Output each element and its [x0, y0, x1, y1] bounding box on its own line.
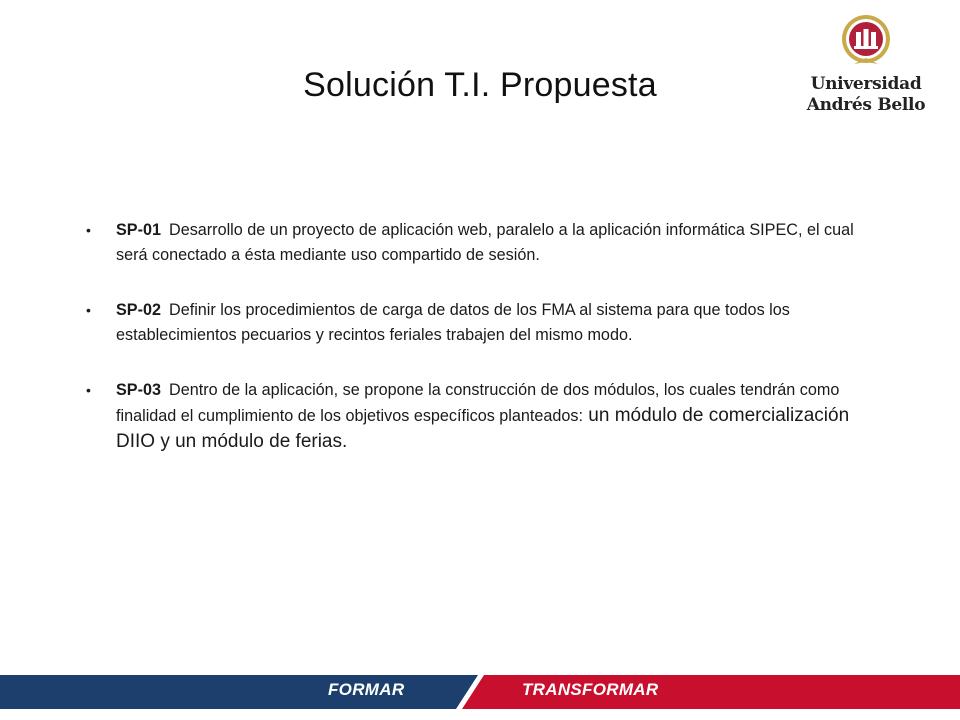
- university-logo: [796, 12, 936, 122]
- bullet-text: Desarrollo de un proyecto de aplicación web, paralelo a la aplicación informática SIPEC, el cual será conectado a ésta mediante uso compartido de sesión.: [116, 221, 854, 264]
- bullet-code: SP-03: [116, 381, 161, 399]
- bullet-emphasis-text: un módulo de comercialización DIIO y un módulo de ferias.: [116, 405, 850, 452]
- bullet-list: [86, 218, 876, 485]
- university-logo-text: [796, 74, 936, 116]
- bullet-marker: •: [86, 302, 91, 318]
- university-crest-icon: [840, 12, 892, 70]
- bullet-item-sp02: [86, 298, 876, 348]
- university-name-line2: Andrés Bello: [806, 95, 926, 115]
- bullet-text: Definir los procedimientos de carga de datos de los FMA al sistema para que todos los establecimientos pecuarios y recintos feriales trabajen del mismo modo.: [116, 301, 790, 344]
- bullet-marker: •: [86, 222, 91, 238]
- university-name-line1: Universidad: [810, 74, 922, 94]
- footer-label-transformar: TRANSFORMAR: [522, 680, 659, 699]
- slide-title: Solución T.I. Propuesta: [303, 66, 657, 104]
- footer-banner: [0, 675, 960, 709]
- footer-label-formar: FORMAR: [328, 680, 405, 699]
- bullet-marker: •: [86, 382, 91, 398]
- bullet-code: SP-02: [116, 301, 161, 319]
- bullet-text: Dentro de la aplicación, se propone la construcción de dos módulos, los cuales tendrán como finalidad el cumplimiento de los objetivos específicos planteados:: [116, 381, 840, 425]
- bullet-code: SP-01: [116, 221, 161, 239]
- footer-banner-background: [0, 675, 960, 709]
- bullet-item-sp03: [86, 378, 876, 455]
- bullet-item-sp01: [86, 218, 876, 268]
